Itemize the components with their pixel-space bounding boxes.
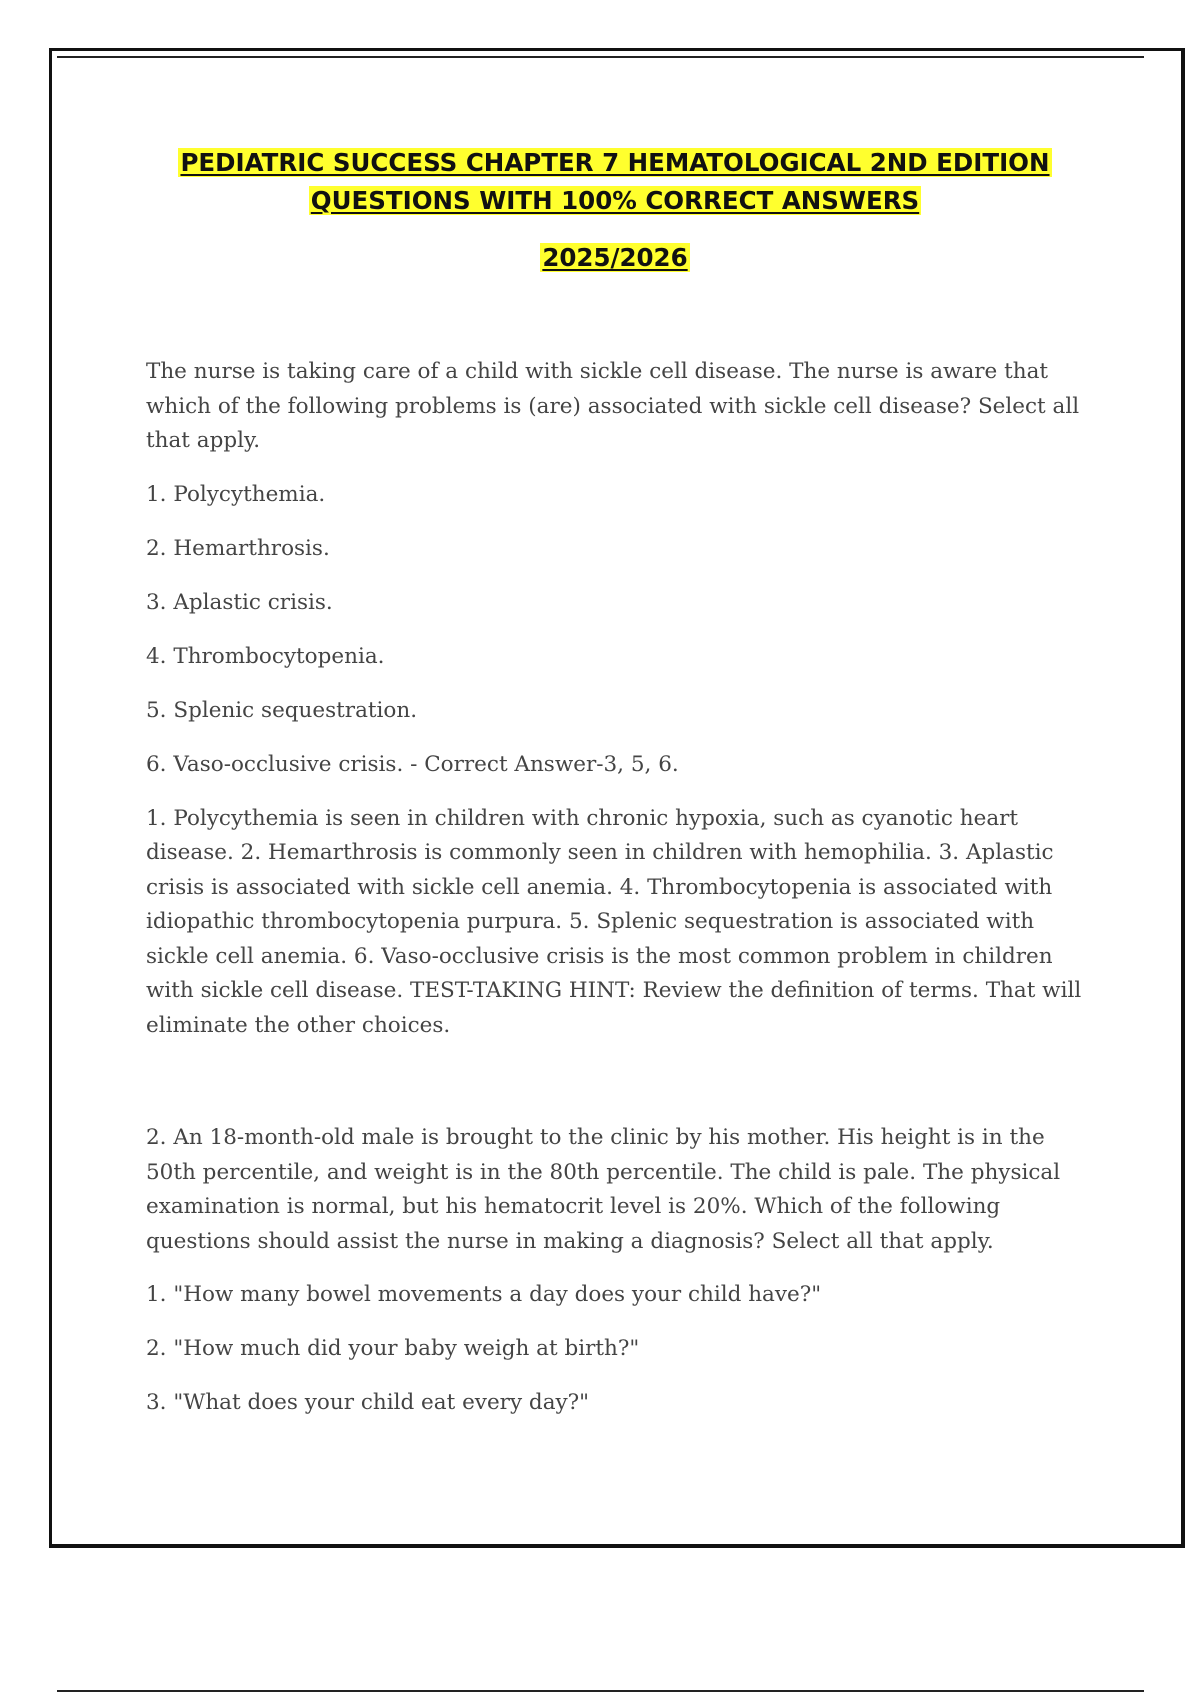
title-year: 2025/2026 (542, 243, 688, 272)
document-body (146, 355, 1096, 1440)
question-1-option: 3. Aplastic crisis. (146, 589, 333, 615)
question-2-option: 2. "How much did your baby weigh at birth?" (146, 1336, 640, 1361)
top-rule (57, 56, 1144, 58)
question-1-option: 1. Polycythemia. (146, 481, 326, 507)
title-line-1: PEDIATRIC SUCCESS CHAPTER 7 HEMATOLOGICAL 2ND EDITION (180, 148, 1050, 177)
question-2-stem: 2. An 18-month-old male is brought to the clinic by his mother. His height is in the 50th percentile, and weight is in the 80th percentile. The child is pale. The physical examination is normal, but his hematocrit level is 20%. Which of the following questions should assist the nurse in making a diagnosis? Select all that apply. (146, 1125, 1061, 1254)
question-1-option: 5. Splenic sequestration. (146, 697, 418, 723)
question-1-rationale: 1. Polycythemia is seen in children with chronic hypoxia, such as cyanotic heart disease. 2. Hemarthrosis is commonly seen in children with hemophilia. 3. Aplastic crisis is associated with sickle cell anemia. 4. Thrombocytopenia is associated with idiopathic thrombocytopenia purpura. 5. Splenic sequestration is associated with sickle cell anemia. 6. Vaso-occlusive crisis is the most common problem in children with sickle cell disease. TEST-TAKING HINT: Review the definition of terms. That will eliminate the other choices. (146, 805, 1082, 1038)
bottom-rule (57, 1690, 1144, 1692)
title-line-2: QUESTIONS WITH 100% CORRECT ANSWERS (310, 186, 920, 215)
question-1-answer: 6. Vaso-occlusive crisis. - Correct Answer-3, 5, 6. (146, 751, 679, 777)
question-2-option: 3. "What does your child eat every day?" (146, 1390, 590, 1415)
question-1-option: 4. Thrombocytopenia. (146, 643, 385, 669)
question-1-stem: The nurse is taking care of a child with sickle cell disease. The nurse is aware that which of the following problems is (are) associated with sickle cell disease? Select all that apply. (146, 359, 1080, 453)
document-title (100, 144, 1130, 277)
question-2-option: 1. "How many bowel movements a day does your child have?" (146, 1282, 822, 1307)
question-1-option: 2. Hemarthrosis. (146, 535, 330, 561)
